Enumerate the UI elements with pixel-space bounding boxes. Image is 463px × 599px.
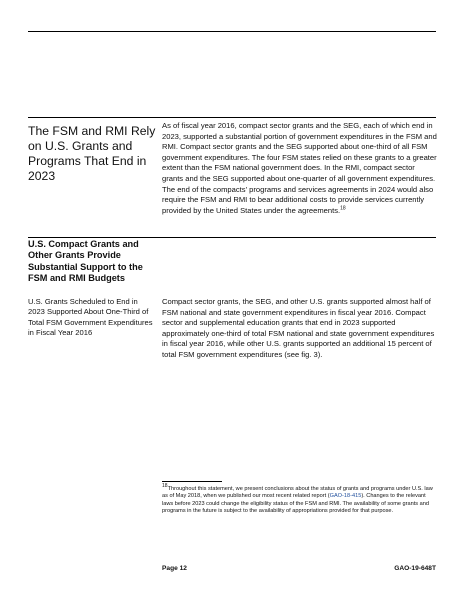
section-heading: The FSM and RMI Rely on U.S. Grants and Programs That End in 2023 <box>28 124 156 183</box>
topic-heading: U.S. Grants Scheduled to End in 2023 Supported About One-Third of Total FSM Government Expenditures in Fiscal Year 2016 <box>28 297 153 337</box>
section-rule <box>28 117 436 118</box>
section-paragraph-text: As of fiscal year 2016, compact sector grants and the SEG, each of which end in 2023, supported a substantial portion of government expenditures in the FSM and RMI. Compact sector grants and the SEG supported about one-third of all FSM government expenditures. The four FSM states relied on these grants to a greater extent than the FSM national government does. In the RMI, compact sector grants and the SEG supported about one-quarter of all government expenditures. The end of the compacts' programs and services agreements in 2024 would also require the FSM and RMI to bear additional costs to provide services currently provided by the United States under the agreements. <box>162 121 437 215</box>
page-number: Page 12 <box>162 565 187 572</box>
footnote-rule <box>162 481 222 482</box>
footnote-number: 18 <box>162 483 168 490</box>
footnote-text-after: ). Changes to the relevant laws before 2023 could change the eligibility status of the FSM and RMI. The availability of some grants and programs in the future is subject to the availability of appropriations provided for that purpose. <box>162 493 429 515</box>
footnote <box>162 483 438 516</box>
subsection-heading: U.S. Compact Grants and Other Grants Provide Substantial Support to the FSM and RMI Budgets <box>28 239 143 284</box>
subsection-rule <box>28 237 436 238</box>
footnote-ref[interactable]: 18 <box>340 205 346 212</box>
report-link[interactable]: GAO-18-415 <box>329 493 362 500</box>
report-id: GAO-19-648T <box>394 565 436 572</box>
top-rule <box>28 31 436 32</box>
topic-paragraph: Compact sector grants, the SEG, and other U.S. grants supported almost half of FSM national and state government expenditures in fiscal year 2016. Compact sector and supplemental education grants that end in 2023 supported approximately one-third of total FSM national and state government expenditures in fiscal year 2016, while other U.S. grants supported an additional 15 percent of total FSM government expenditures (see fig. 3). <box>162 297 435 359</box>
section-paragraph <box>162 121 438 216</box>
footnote-text-before: Throughout this statement, we present conclusions about the status of grants and programs under U.S. law as of May 2018, when we published our most recent related report ( <box>162 486 433 500</box>
